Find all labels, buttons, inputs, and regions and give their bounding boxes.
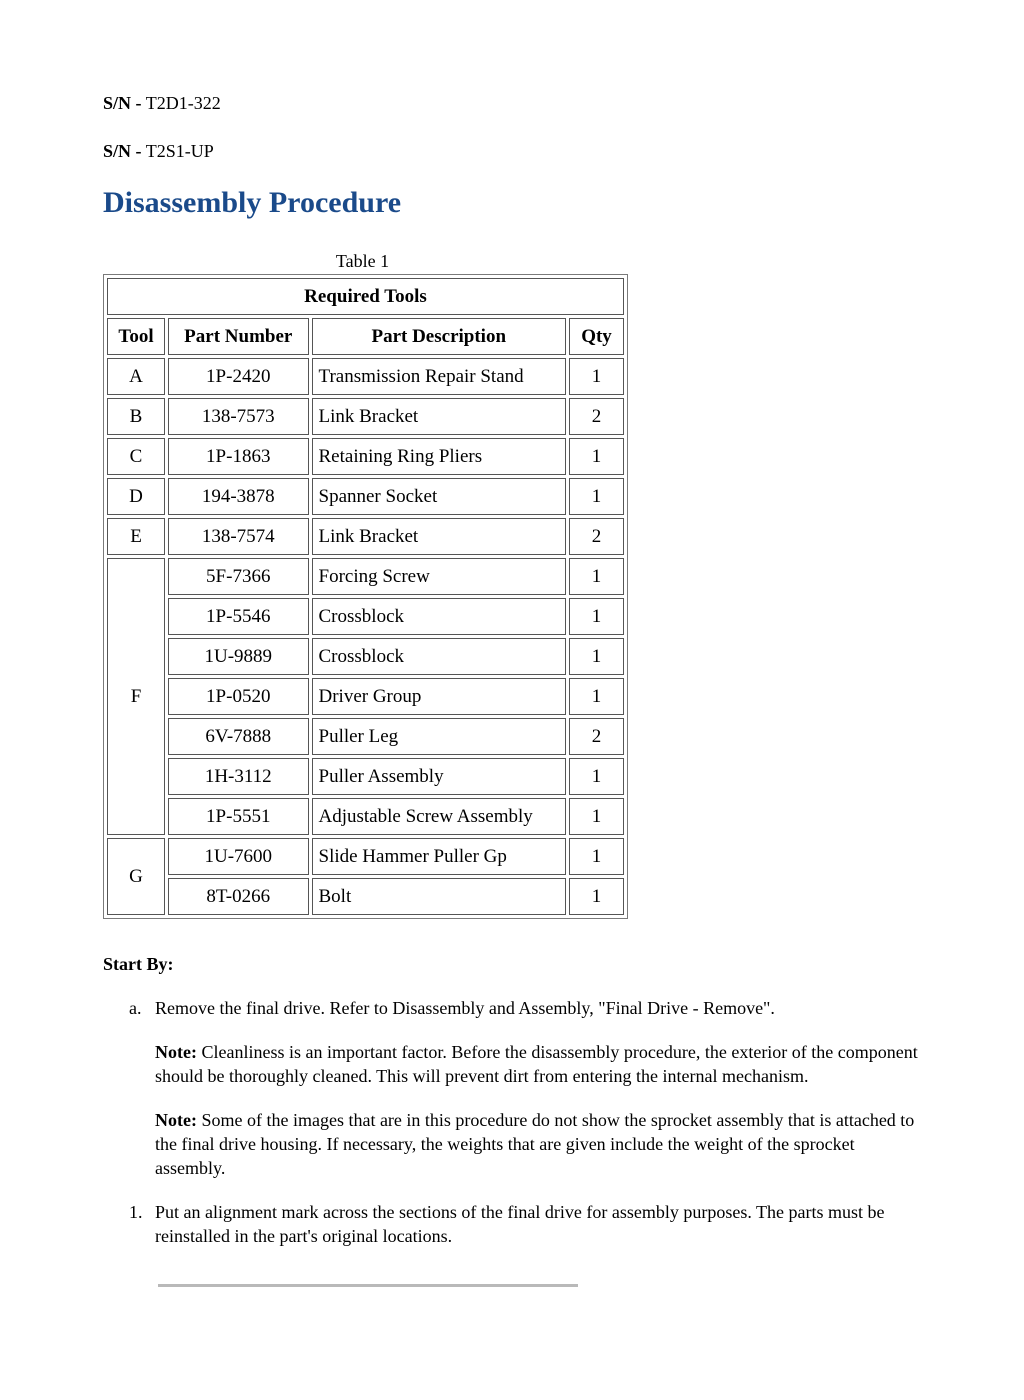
part-number-cell: 1P-5551 [168, 798, 308, 835]
qty-cell: 1 [569, 438, 624, 475]
table-row [107, 398, 624, 435]
part-description-cell: Puller Leg [312, 718, 567, 755]
part-number-cell: 1P-0520 [168, 678, 308, 715]
qty-cell: 2 [569, 398, 624, 435]
sn-value: T2S1-UP [145, 141, 214, 161]
part-description-cell: Adjustable Screw Assembly [312, 798, 567, 835]
table-row [107, 758, 624, 795]
note [155, 1040, 923, 1088]
image-placeholder-divider [158, 1284, 578, 1287]
qty-cell: 1 [569, 878, 624, 915]
part-number-cell: 5F-7366 [168, 558, 308, 595]
list-marker: a. [129, 998, 142, 1018]
required-tools-table [103, 274, 628, 919]
tool-cell: F [107, 558, 165, 835]
qty-cell: 1 [569, 678, 624, 715]
part-description-cell: Link Bracket [312, 398, 567, 435]
qty-cell: 1 [569, 358, 624, 395]
table-row [107, 438, 624, 475]
table-heading: Required Tools [107, 278, 624, 315]
part-description-cell: Transmission Repair Stand [312, 358, 567, 395]
serial-number-line [103, 93, 221, 114]
sn-value: T2D1-322 [145, 93, 221, 113]
step-item [103, 1200, 923, 1248]
sn-label: S/N - [103, 141, 142, 161]
table-row [107, 518, 624, 555]
table-row [107, 838, 624, 875]
procedure-steps [103, 996, 923, 1268]
tool-cell: E [107, 518, 165, 555]
tool-cell: D [107, 478, 165, 515]
sn-label: S/N - [103, 93, 142, 113]
part-number-cell: 8T-0266 [168, 878, 308, 915]
table-row [107, 638, 624, 675]
qty-cell: 1 [569, 558, 624, 595]
column-header: Part Number [168, 318, 308, 355]
part-description-cell: Forcing Screw [312, 558, 567, 595]
part-description-cell: Crossblock [312, 638, 567, 675]
step-text: Put an alignment mark across the sections of the final drive for assembly purposes. The parts must be reinstalled in the part's original locations. [155, 1202, 885, 1246]
tool-cell: B [107, 398, 165, 435]
note-text: Cleanliness is an important factor. Before the disassembly procedure, the exterior of the component should be thoroughly cleaned. This will prevent dirt from entering the internal mechanism. [155, 1042, 918, 1086]
table-row [107, 358, 624, 395]
qty-cell: 1 [569, 598, 624, 635]
column-header: Part Description [312, 318, 567, 355]
part-number-cell: 1H-3112 [168, 758, 308, 795]
part-description-cell: Slide Hammer Puller Gp [312, 838, 567, 875]
tool-cell: C [107, 438, 165, 475]
part-number-cell: 138-7573 [168, 398, 308, 435]
part-number-cell: 1U-7600 [168, 838, 308, 875]
column-header: Qty [569, 318, 624, 355]
table-row [107, 598, 624, 635]
qty-cell: 1 [569, 478, 624, 515]
part-number-cell: 1P-1863 [168, 438, 308, 475]
table-row [107, 878, 624, 915]
part-number-cell: 1U-9889 [168, 638, 308, 675]
qty-cell: 1 [569, 638, 624, 675]
note-label: Note: [155, 1110, 197, 1130]
tool-cell: A [107, 358, 165, 395]
qty-cell: 1 [569, 798, 624, 835]
list-marker: 1. [129, 1202, 143, 1222]
qty-cell: 1 [569, 838, 624, 875]
qty-cell: 2 [569, 718, 624, 755]
column-header: Tool [107, 318, 165, 355]
part-number-cell: 6V-7888 [168, 718, 308, 755]
table-row [107, 678, 624, 715]
table-row [107, 558, 624, 595]
part-number-cell: 138-7574 [168, 518, 308, 555]
part-number-cell: 194-3878 [168, 478, 308, 515]
part-description-cell: Spanner Socket [312, 478, 567, 515]
start-by-item [103, 996, 923, 1180]
part-description-cell: Puller Assembly [312, 758, 567, 795]
table-caption: Table 1 [335, 251, 390, 271]
qty-cell: 1 [569, 758, 624, 795]
page-title: Disassembly Procedure [103, 186, 402, 219]
part-number-cell: 1P-2420 [168, 358, 308, 395]
part-description-cell: Driver Group [312, 678, 567, 715]
tool-cell: G [107, 838, 165, 915]
part-description-cell: Crossblock [312, 598, 567, 635]
part-number-cell: 1P-5546 [168, 598, 308, 635]
table-row [107, 478, 624, 515]
start-by-heading: Start By: [103, 954, 174, 974]
note-label: Note: [155, 1042, 197, 1062]
table-row [107, 718, 624, 755]
part-description-cell: Link Bracket [312, 518, 567, 555]
table-row [107, 798, 624, 835]
start-by-text: Remove the final drive. Refer to Disassembly and Assembly, "Final Drive - Remove". [155, 998, 775, 1018]
part-description-cell: Bolt [312, 878, 567, 915]
qty-cell: 2 [569, 518, 624, 555]
note [155, 1108, 923, 1180]
part-description-cell: Retaining Ring Pliers [312, 438, 567, 475]
note-text: Some of the images that are in this procedure do not show the sprocket assembly that is attached to the final drive housing. If necessary, the weights that are given include the weight of the sprocket assembly. [155, 1110, 915, 1178]
serial-number-line [103, 141, 214, 162]
